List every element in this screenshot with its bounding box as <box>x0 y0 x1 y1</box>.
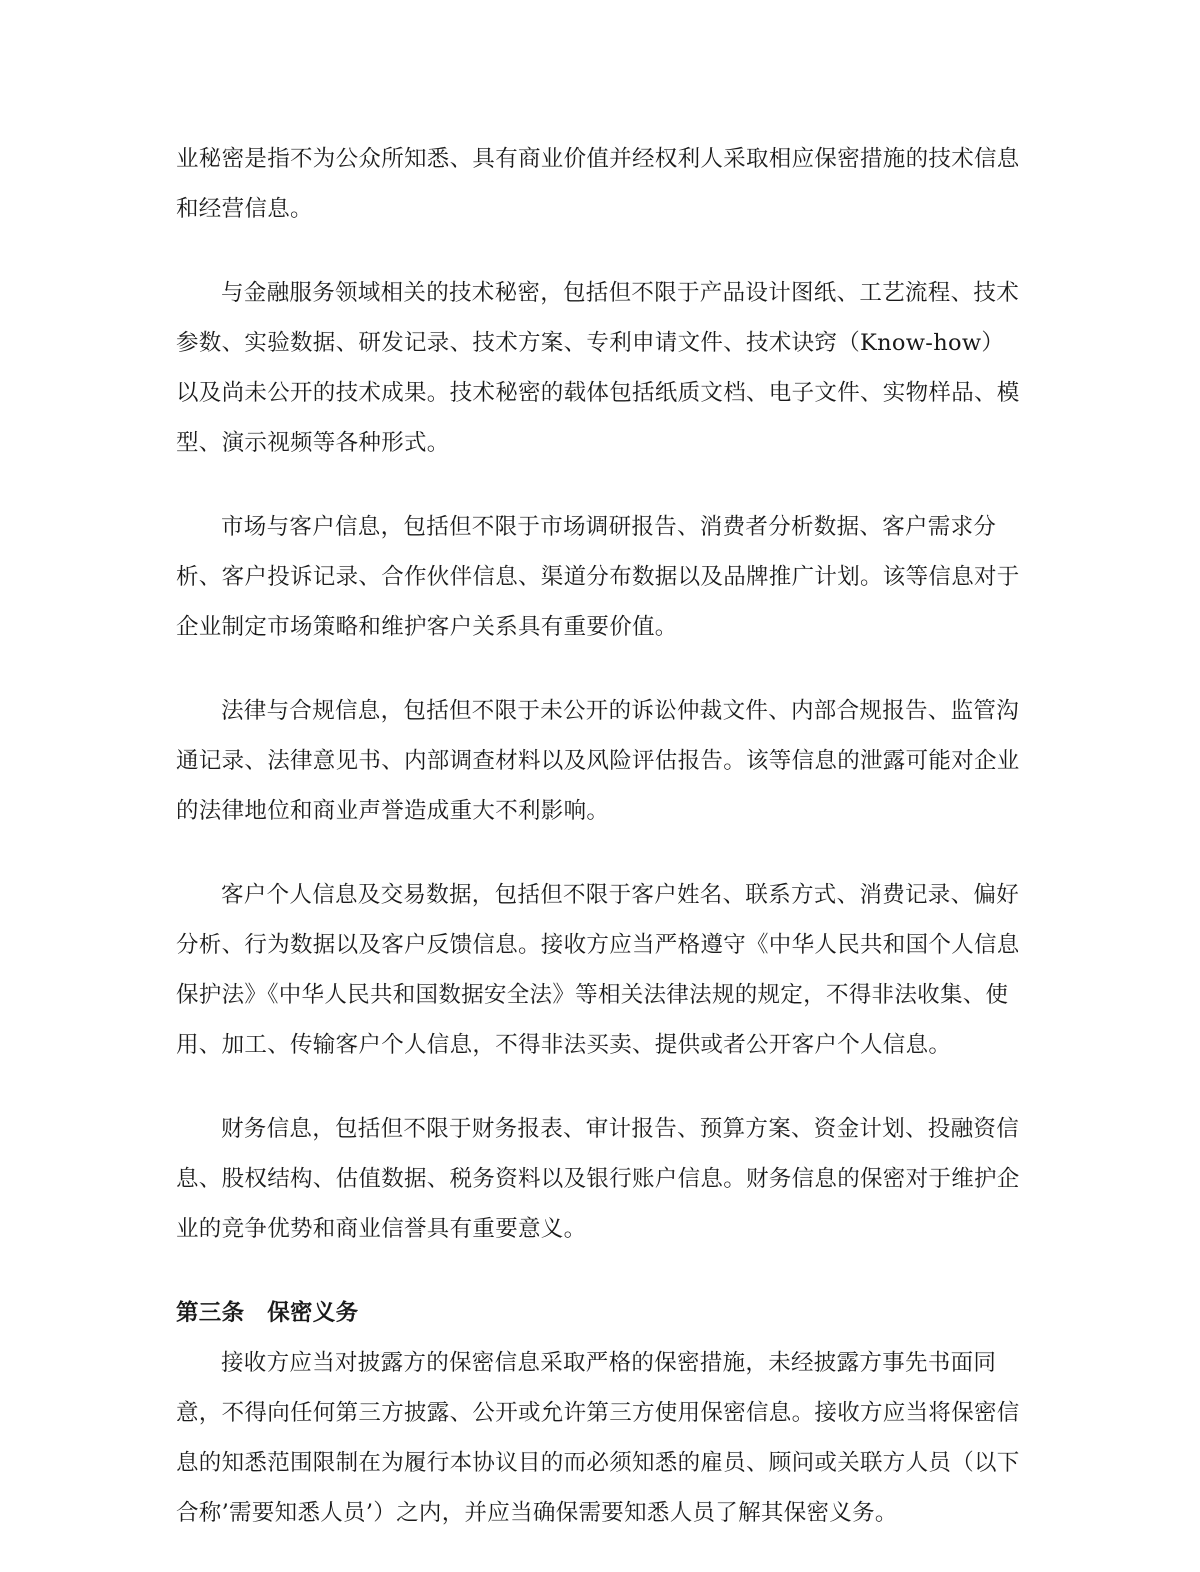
paragraph-technical-secrets: 与金融服务领域相关的技术秘密，包括但不限于产品设计图纸、工艺流程、技术参数、实验数据、研发记录、技术方案、专利申请文件、技术诀窍（Know-how）以及尚未公开的技术成果。技术秘密的载体包括纸质文档、电子文件、实物样品、模型、演示视频等各种形式。 <box>176 280 1020 456</box>
paragraph-financial-info: 财务信息，包括但不限于财务报表、审计报告、预算方案、资金计划、投融资信息、股权结构、估值数据、税务资料以及银行账户信息。财务信息的保密对于维护企业的竞争优势和商业信誉具有重要意义。 <box>176 1116 1020 1242</box>
section-heading-confidentiality-obligation: 第三条 保密义务 <box>176 1300 359 1326</box>
paragraph-customer-personal-info: 客户个人信息及交易数据，包括但不限于客户姓名、联系方式、消费记录、偏好分析、行为数据以及客户反馈信息。接收方应当严格遵守《中华人民共和国个人信息保护法》《中华人民共和国数据安全法》等相关法律法规的规定，不得非法收集、使用、加工、传输客户个人信息，不得非法买卖、提供或者公开客户个人信息。 <box>176 882 1020 1058</box>
document-body <box>176 134 1026 1572</box>
paragraph-market-customer-info: 市场与客户信息，包括但不限于市场调研报告、消费者分析数据、客户需求分析、客户投诉记录、合作伙伴信息、渠道分布数据以及品牌推广计划。该等信息对于企业制定市场策略和维护客户关系具有重要价值。 <box>176 514 1020 640</box>
paragraph-confidentiality-obligation: 接收方应当对披露方的保密信息采取严格的保密措施，未经披露方事先书面同意，不得向任何第三方披露、公开或允许第三方使用保密信息。接收方应当将保密信息的知悉范围限制在为履行本协议目的而必须知悉的雇员、顾问或关联方人员（以下合称’需要知悉人员’）之内，并应当确保需要知悉人员了解其保密义务。 <box>176 1350 1020 1526</box>
paragraph-legal-compliance-info: 法律与合规信息，包括但不限于未公开的诉讼仲裁文件、内部合规报告、监管沟通记录、法律意见书、内部调查材料以及风险评估报告。该等信息的泄露可能对企业的法律地位和商业声誉造成重大不利影响。 <box>176 698 1020 824</box>
paragraph-trade-secret-definition: 业秘密是指不为公众所知悉、具有商业价值并经权利人采取相应保密措施的技术信息和经营信息。 <box>176 146 1020 222</box>
